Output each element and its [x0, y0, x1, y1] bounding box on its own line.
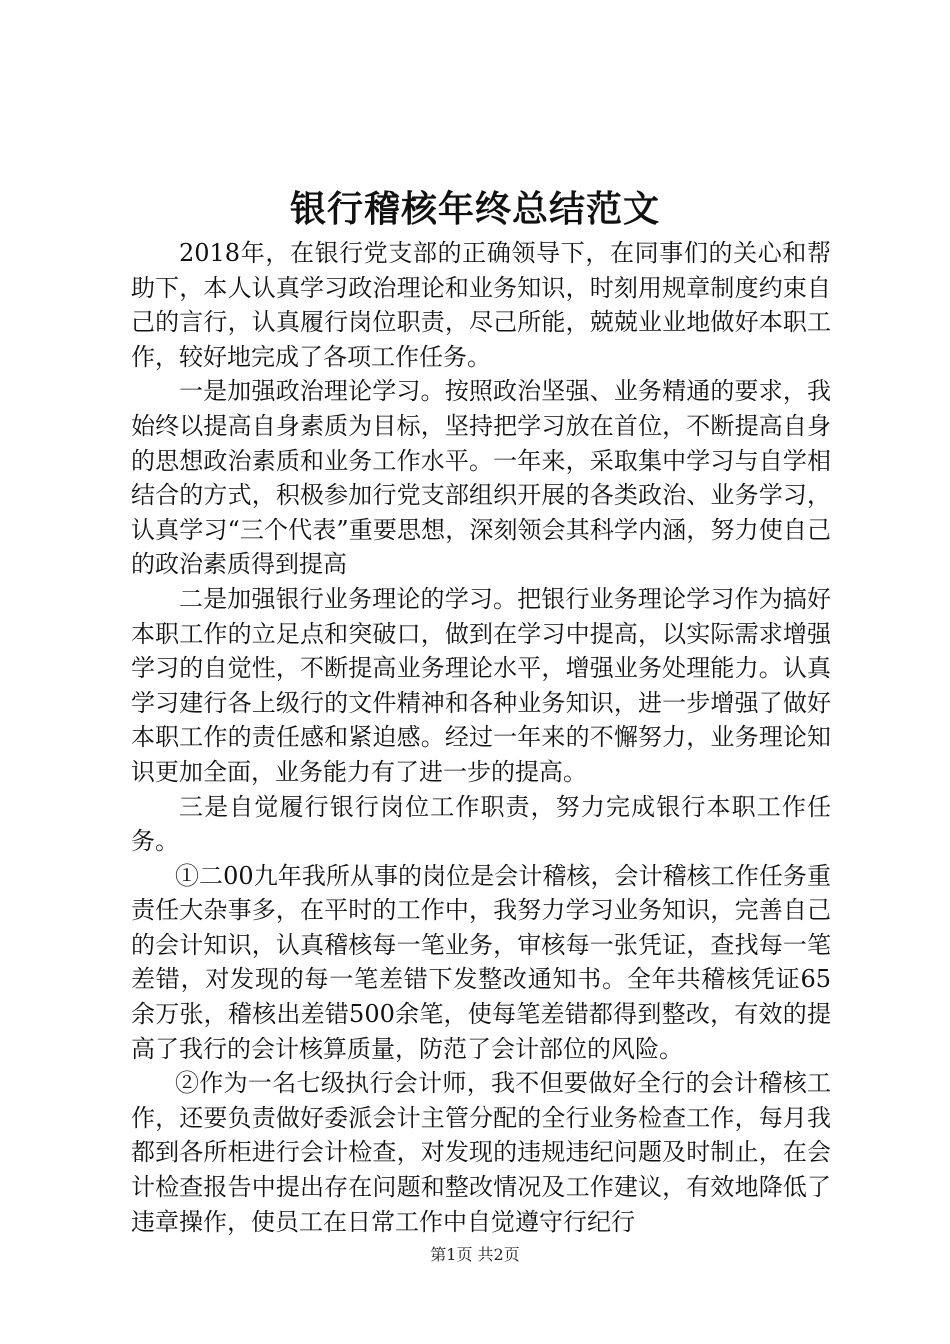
- paragraph-intro: 2018年，在银行党支部的正确领导下，在同事们的关心和帮助下，本人认真学习政治理论和业务知识，时刻用规章制度约束自己的言行，认真履行岗位职责，尽己所能，兢兢业业地做好本职工作，较好地完成了各项工作任务。: [131, 239, 831, 371]
- paragraph-business-study: 二是加强银行业务理论的学习。把银行业务理论学习作为搞好本职工作的立足点和突破口，做到在学习中提高，以实际需求增强学习的自觉性，不断提高业务理论水平，增强业务处理能力。认真学习建行各上级行的文件精神和各种业务知识，进一步增强了做好本职工作的责任感和紧迫感。经过一年来的不懈努力，业务理论知识更加全面，业务能力有了进一步的提高。: [131, 584, 831, 786]
- paragraph-duties: 三是自觉履行银行岗位工作职责，努力完成银行本职工作任务。: [131, 792, 831, 856]
- document-body: [131, 236, 831, 1239]
- paragraph-item-1: ①二00九年我所从事的岗位是会计稽核，会计稽核工作任务重责任大杂事多，在平时的工作中，我努力学习业务知识，完善自己的会计知识，认真稽核每一笔业务，审核每一张凭证，查找每一笔差错，对发现的每一笔差错下发整改通知书。全年共稽核凭证65余万张，稽核出差错500余笔，使每笔差错都得到整改，有效的提高了我行的会计核算质量，防范了会计部位的风险。: [131, 861, 831, 1063]
- paragraph-item-2: ②作为一名七级执行会计师，我不但要做好全行的会计稽核工作，还要负责做好委派会计主管分配的全行业务检查工作，每月我都到各所柜进行会计检查，对发现的违规违纪问题及时制止，在会计检查报告中提出存在问题和整改情况及工作建议，有效地降低了违章操作，使员工在日常工作中自觉遵守行纪行: [131, 1069, 831, 1236]
- paragraph-political-study: 一是加强政治理论学习。按照政治坚强、业务精通的要求，我始终以提高自身素质为目标，坚持把学习放在首位，不断提高自身的思想政治素质和业务工作水平。一年来，采取集中学习与自学相结合的方式，积极参加行党支部组织开展的各类政治、业务学习，认真学习“三个代表”重要思想，深刻领会其科学内涵，努力使自己的政治素质得到提高: [131, 377, 831, 579]
- page-number-footer: 第1页 共2页: [430, 1245, 520, 1264]
- document-title: 银行稽核年终总结范文: [289, 188, 660, 230]
